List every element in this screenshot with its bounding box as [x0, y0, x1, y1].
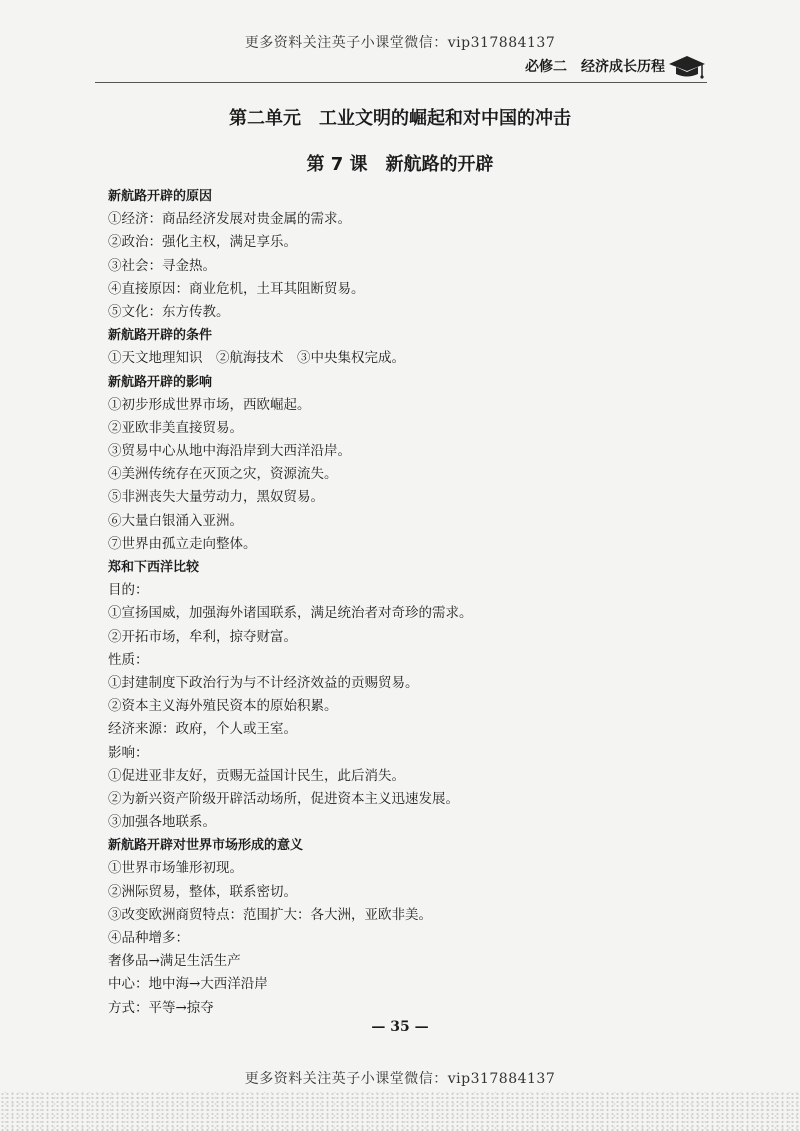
- text-line: ⑤文化：东方传教。: [108, 303, 230, 320]
- text-line: ⑦世界由孤立走向整体。: [108, 535, 257, 552]
- text-line: ②政治：强化主权，满足享乐。: [108, 234, 297, 251]
- section-heading: 郑和下西洋比较: [108, 560, 200, 575]
- lesson-title: 第 7 课 新航路的开辟: [306, 154, 494, 175]
- scan-noise: [0, 1092, 800, 1131]
- text-line: ③贸易中心从地中海沿岸到大西洋沿岸。: [108, 443, 351, 460]
- section-heading: 新航路开辟的影响: [108, 374, 213, 390]
- text-line: ①经济：商品经济发展对贵金属的需求。: [108, 211, 351, 228]
- text-line: 目的：: [108, 582, 149, 599]
- text-line: ①宣扬国威，加强海外诸国联系，满足统治者对奇珍的需求。: [108, 605, 473, 622]
- graduation-cap-icon: [667, 52, 707, 80]
- running-header: [95, 52, 707, 83]
- text-line: ②洲际贸易，整体，联系密切。: [108, 883, 297, 900]
- text-line: 方式：平等→掠夺: [108, 999, 214, 1016]
- text-line: ②亚欧非美直接贸易。: [108, 419, 243, 436]
- book-title: 必修二 经济成长历程: [525, 59, 665, 75]
- unit-title: 第二单元 工业文明的崛起和对中国的冲击: [229, 108, 571, 129]
- text-line: ①世界市场雏形初现。: [108, 860, 243, 877]
- text-line: ①封建制度下政治行为与不计经济效益的贡赐贸易。: [108, 674, 419, 691]
- top-watermark: 更多资料关注英子小课堂微信：vip317884137: [244, 35, 556, 51]
- section-heading: 新航路开辟的条件: [108, 328, 213, 344]
- text-line: 奢侈品→满足生活生产: [108, 953, 241, 970]
- page-number: — 35 —: [371, 1019, 429, 1035]
- text-line: 经济来源：政府，个人或王室。: [108, 721, 297, 738]
- text-line: ⑥大量白银涌入亚洲。: [108, 512, 243, 529]
- section-heading: 新航路开辟的原因: [108, 189, 213, 204]
- lesson-content: [108, 185, 708, 1020]
- text-line: ③社会：寻金热。: [108, 257, 216, 274]
- text-line: ①天文地理知识 ②航海技术 ③中央集权完成。: [108, 350, 405, 367]
- section-heading: 新航路开辟对世界市场形成的意义: [108, 838, 304, 854]
- text-line: ②资本主义海外殖民资本的原始积累。: [108, 698, 338, 715]
- text-line: ③加强各地联系。: [108, 814, 216, 831]
- text-line: ⑤非洲丧失大量劳动力，黑奴贸易。: [108, 489, 324, 506]
- text-line: 性质：: [108, 651, 149, 668]
- text-line: ④品种增多：: [108, 930, 189, 946]
- text-line: 中心：地中海→大西洋沿岸: [108, 976, 268, 993]
- bottom-watermark: 更多资料关注英子小课堂微信：vip317884137: [244, 1071, 556, 1087]
- text-line: ②开拓市场，牟利，掠夺财富。: [108, 628, 297, 645]
- text-line: ①促进亚非友好，贡赐无益国计民生，此后消失。: [108, 767, 405, 784]
- text-line: ④美洲传统存在灭顶之灾，资源流失。: [108, 466, 338, 483]
- text-line: ①初步形成世界市场，西欧崛起。: [108, 396, 311, 413]
- text-line: ②为新兴资产阶级开辟活动场所，促进资本主义迅速发展。: [108, 790, 459, 807]
- text-line: ③改变欧洲商贸特点：范围扩大：各大洲，亚欧非美。: [108, 906, 432, 923]
- text-line: ④直接原因：商业危机，土耳其阻断贸易。: [108, 280, 365, 297]
- text-line: 影响：: [108, 744, 149, 761]
